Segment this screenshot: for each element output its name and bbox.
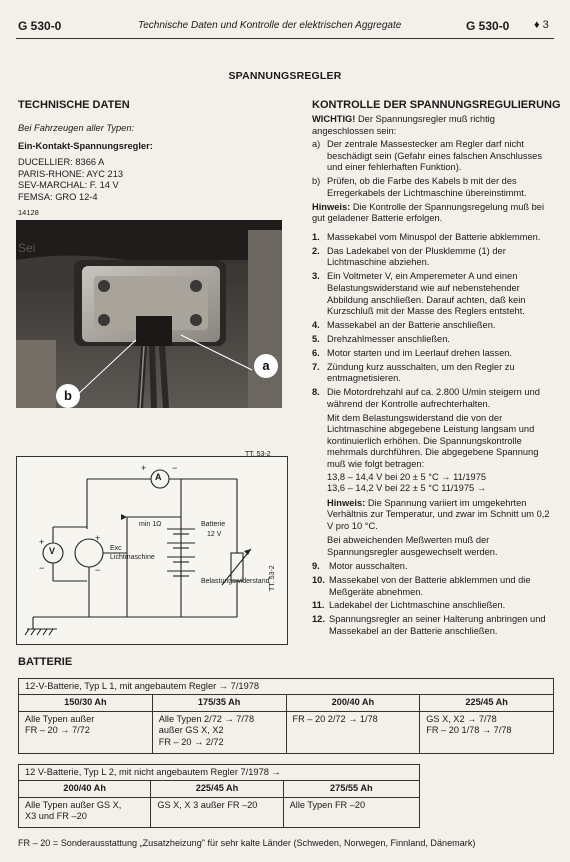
table-header: 275/55 Ah: [283, 781, 419, 797]
step-number: 4.: [312, 320, 320, 331]
ammeter-plus: +: [141, 463, 147, 473]
header-title: Technische Daten und Kontrolle der elektrischen Aggregate: [138, 20, 402, 31]
table-cell: [152, 711, 286, 753]
header-rule: [16, 38, 554, 39]
battery-voltage: 12 V: [207, 531, 222, 538]
model-item: PARIS-RHONE: AYC 213: [18, 168, 124, 179]
step-number: 5.: [312, 333, 320, 344]
table-cell: [286, 711, 420, 753]
procedure-steps: [312, 232, 555, 640]
photo-label-b: b: [56, 384, 80, 408]
ammeter-label: A: [155, 472, 162, 482]
model-item: SEV-MARCHAL: F. 14 V: [18, 180, 119, 191]
technical-data-heading: TECHNISCHE DATEN: [18, 99, 130, 111]
step-number: 6.: [312, 347, 320, 358]
ammeter-minus: −: [172, 463, 178, 473]
cell-line: GS X, X2 → 7/78: [426, 713, 497, 724]
photo-label-a: a: [254, 354, 278, 378]
cell-line: X3 und FR –20: [25, 811, 87, 822]
voltmeter-label: V: [49, 546, 56, 556]
cell-line: FR – 20 → 2/72: [158, 736, 224, 747]
table-caption: 12-V-Batterie, Typ L 1, mit angebautem Regler → 7/1978: [19, 679, 554, 695]
step-text: Massekabel vom Minuspol der Batterie abklemmen.: [327, 232, 541, 242]
step-number: 1.: [312, 232, 320, 242]
header-code-right: G 530-0: [466, 19, 510, 33]
cell-line: Alle Typen außer: [25, 713, 95, 724]
table-caption: 12 V-Batterie, Typ L 2, mit nicht angebautem Regler 7/1978 →: [19, 765, 420, 781]
footnote: FR – 20 = Sonderausstattung „Zusatzheizung" für sehr kalte Länder (Schweden, Norwegen, Finnland, Dänemark): [18, 838, 476, 848]
vehicle-subtitle: Bei Fahrzeugen aller Typen:: [18, 123, 135, 133]
step-text: Zündung kurz ausschalten, um den Regler zu entmagnetisieren.: [327, 361, 515, 384]
table-header: 200/40 Ah: [286, 695, 420, 711]
table-header: 150/30 Ah: [19, 695, 153, 711]
step-number: 11.: [312, 600, 325, 611]
hint2-lead: Hinweis:: [327, 497, 366, 508]
voltmeter-minus: −: [39, 563, 45, 573]
page-title: SPANNUNGSREGLER: [228, 70, 342, 82]
cell-line: Alle Typen FR –20: [289, 799, 366, 810]
wiring-diagram-lines: [17, 457, 287, 644]
alternator-minus: −: [95, 565, 101, 575]
step-number: 9.: [312, 561, 320, 572]
table-cell: [19, 711, 153, 753]
step-text: Die Motordrehzahl auf ca. 2.800 U/min steigern und während der Kontrolle aufrechterhalten.: [327, 387, 540, 409]
table-header: 225/45 Ah: [420, 695, 554, 711]
battery-table-l2: [18, 764, 420, 828]
step-text: Drehzahlmesser anschließen.: [327, 333, 450, 344]
battery-heading: BATTERIE: [18, 656, 73, 668]
cell-line: GS X, X 3 außer FR –20: [157, 799, 258, 810]
regler-heading: Ein-Kontakt-Spannungsregler:: [18, 141, 153, 151]
step-number: 8.: [312, 387, 320, 398]
min-resistance-label: min 1Ω: [139, 521, 162, 528]
regler-models: [18, 157, 123, 203]
exc-label: Exc: [110, 545, 122, 552]
alternator-plus: +: [95, 533, 101, 543]
regulator-photo-drawing: [16, 220, 282, 408]
model-item: FEMSA: GRO 12-4: [18, 191, 98, 202]
diagram-ref-side: TT. 53-2: [269, 565, 276, 591]
step-text: Massekabel an der Batterie anschließen.: [327, 320, 496, 331]
photo-background-lettering: Sei: [18, 241, 36, 255]
table-header: 200/40 Ah: [19, 781, 151, 797]
step-number: 2.: [312, 245, 320, 256]
warn-key: a): [312, 139, 321, 150]
photo-ref: 14128: [18, 208, 39, 217]
step-number: 3.: [312, 271, 320, 282]
step-text: Ein Voltmeter V, ein Amperemeter A und einen Belastungswiderstand wie auf nebenstehender Abbildung anschließen. Darauf achten, daß kein Kurzschluß mit der Masse des Reglers entsteht.: [327, 271, 526, 317]
table-header: 225/45 Ah: [151, 781, 283, 797]
warning-lead: WICHTIG!: [312, 114, 356, 124]
voltage-spec-2: 13,6 – 14,2 V bei 22 ± 5 °C 11/1975 →: [327, 483, 487, 494]
cell-line: FR – 20 → 7/72: [25, 725, 90, 736]
cell-line: FR – 20 2/72 → 1/78: [292, 713, 378, 724]
voltage-spec-1: 13,8 – 14,4 V bei 20 ± 5 °C → 11/1975: [327, 471, 487, 482]
alternator-label: Lichtmaschine: [110, 554, 155, 561]
header-code-left: G 530-0: [18, 19, 62, 33]
warn-item: Prüfen, ob die Farbe des Kabels b mit der des Erregerkabels der Lichtmaschine übereinstimmt.: [327, 176, 527, 198]
step-text: Das Ladekabel von der Plusklemme (1) der Lichtmaschine abziehen.: [327, 245, 506, 268]
hint2-text: Die Spannung variiert im umgekehrten Verhältnis zur Temperatur, und zwar im Schnitt um 0,2 V pro 10 °C.: [327, 497, 550, 532]
wiring-diagram: [16, 451, 288, 645]
hint-lead: Hinweis:: [312, 201, 351, 212]
battery-table-l1: [18, 678, 554, 754]
regulation-heading: KONTROLLE DER SPANNUNGSREGULIERUNG: [312, 99, 561, 111]
step-text: Ladekabel der Lichtmaschine anschließen.: [329, 600, 506, 611]
warning-block: [312, 114, 555, 225]
warn-key: b): [312, 176, 321, 187]
step-text: Massekabel von der Batterie abklemmen und die Meßgeräte abnehmen.: [329, 575, 531, 597]
table-cell: [283, 797, 419, 827]
step-number: 7.: [312, 361, 320, 372]
model-item: DUCELLIER: 8366 A: [18, 157, 105, 167]
cell-line: FR – 20 1/78 → 7/78: [426, 725, 512, 736]
step-number: 10.: [312, 575, 325, 585]
step-number: 12.: [312, 614, 325, 625]
deviation-text: Bei abweichenden Meßwerten muß der Spannungsregler ausgewechselt werden.: [327, 534, 498, 557]
battery-label: Batterie: [201, 521, 226, 528]
regulator-photo: [16, 220, 282, 408]
cell-line: außer GS X, X2: [158, 725, 224, 736]
table-header: 175/35 Ah: [152, 695, 286, 711]
cell-line: Alle Typen 2/72 → 7/78: [158, 713, 255, 724]
table-cell: [151, 797, 283, 827]
page-number: ♦ 3: [534, 19, 549, 31]
load-resistor-label: Belastungswiderstand: [201, 578, 270, 585]
step-text: Spannungsregler an seiner Halterung anbringen und Massekabel an der Batterie anschließen.: [329, 614, 546, 636]
diagram-ref-top: TT. 53-2: [245, 451, 271, 458]
step-text: Motor starten und im Leerlauf drehen lassen.: [327, 347, 513, 358]
hint-text: Die Kontrolle der Spannungsregelung muß bei gut geladener Batterie erfolgen.: [312, 201, 545, 224]
step8-paragraph: Mit dem Belastungswiderstand die von der Lichtmaschine abgegebene Leistung langsam und kontinuierlich erhöhen. Die Spannungskontrolle mehrmals durchführen. Die abgegebene Spannung muß wie folgt betragen:: [327, 412, 539, 470]
table-cell: [420, 711, 554, 753]
step-text: Motor ausschalten.: [329, 561, 408, 572]
warn-item: Der zentrale Massestecker am Regler darf nicht beschädigt sein (Gefahr eines falschen Anschlusses und einer fehlerhaften Funktion).: [327, 139, 542, 173]
voltmeter-plus: +: [39, 537, 45, 547]
warning-text: Der Spannungsregler muß richtig angeschlossen sein:: [312, 114, 495, 136]
cell-line: Alle Typen außer GS X,: [25, 799, 122, 810]
table-cell: [19, 797, 151, 827]
